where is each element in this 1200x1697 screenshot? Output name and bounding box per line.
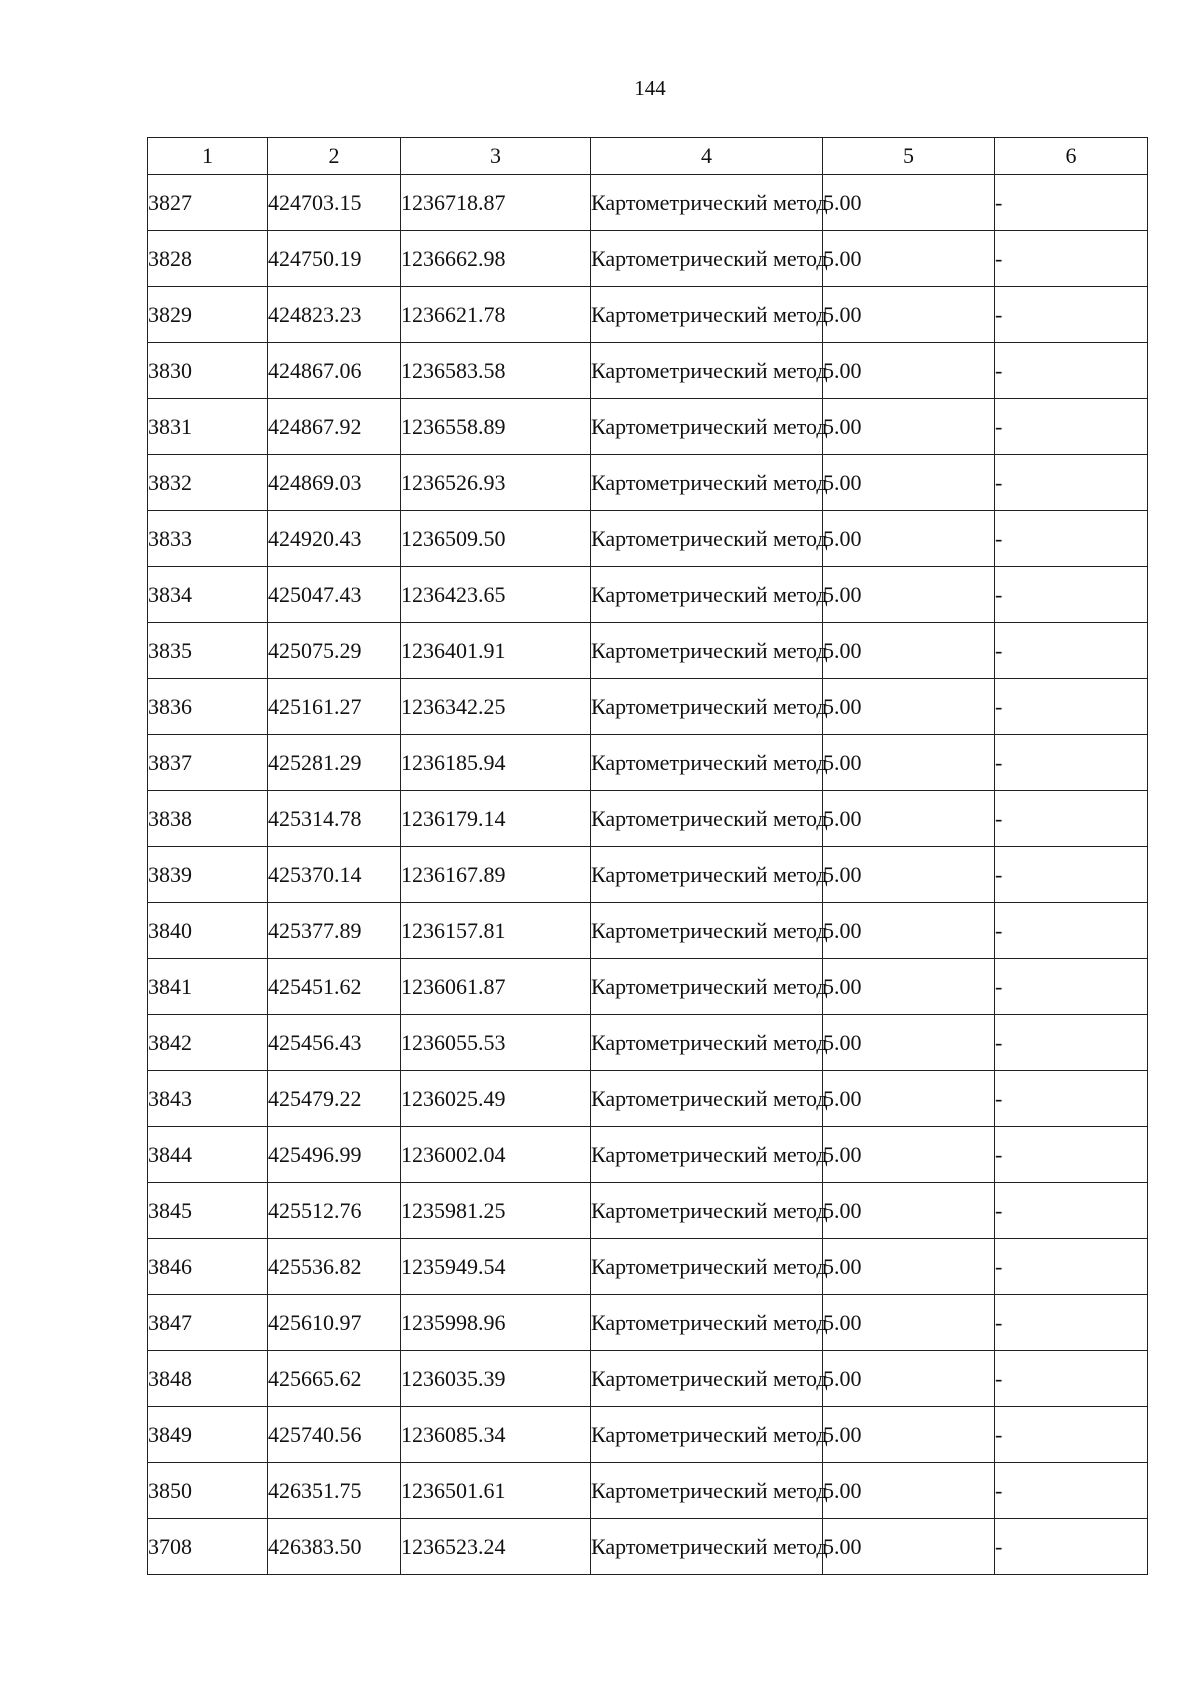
- accuracy-cell: 5.00: [823, 1463, 995, 1519]
- note-cell: -: [995, 1351, 1148, 1407]
- y-coordinate-cell: 1236621.78: [401, 287, 591, 343]
- method-cell: Картометрический метод: [591, 623, 823, 679]
- point-number-cell: 3708: [148, 1519, 268, 1575]
- column-header: 6: [995, 138, 1148, 175]
- point-number-cell: 3835: [148, 623, 268, 679]
- y-coordinate-cell: 1236662.98: [401, 231, 591, 287]
- point-number-cell: 3830: [148, 343, 268, 399]
- method-cell: Картометрический метод: [591, 959, 823, 1015]
- point-number-cell: 3841: [148, 959, 268, 1015]
- column-header: 1: [148, 138, 268, 175]
- table-row: [148, 623, 1148, 679]
- point-number-cell: 3846: [148, 1239, 268, 1295]
- table-header-row: [148, 138, 1148, 175]
- note-cell: -: [995, 1407, 1148, 1463]
- column-header: 4: [591, 138, 823, 175]
- y-coordinate-cell: 1236157.81: [401, 903, 591, 959]
- x-coordinate-cell: 425281.29: [268, 735, 401, 791]
- note-cell: -: [995, 903, 1148, 959]
- note-cell: -: [995, 791, 1148, 847]
- accuracy-cell: 5.00: [823, 175, 995, 231]
- point-number-cell: 3849: [148, 1407, 268, 1463]
- accuracy-cell: 5.00: [823, 1407, 995, 1463]
- table-row: [148, 1519, 1148, 1575]
- accuracy-cell: 5.00: [823, 959, 995, 1015]
- note-cell: -: [995, 735, 1148, 791]
- x-coordinate-cell: 425536.82: [268, 1239, 401, 1295]
- x-coordinate-cell: 425377.89: [268, 903, 401, 959]
- point-number-cell: 3837: [148, 735, 268, 791]
- note-cell: -: [995, 287, 1148, 343]
- accuracy-cell: 5.00: [823, 1519, 995, 1575]
- method-cell: Картометрический метод: [591, 1071, 823, 1127]
- accuracy-cell: 5.00: [823, 455, 995, 511]
- point-number-cell: 3845: [148, 1183, 268, 1239]
- point-number-cell: 3844: [148, 1127, 268, 1183]
- method-cell: Картометрический метод: [591, 1183, 823, 1239]
- table-row: [148, 735, 1148, 791]
- x-coordinate-cell: 425370.14: [268, 847, 401, 903]
- note-cell: -: [995, 1519, 1148, 1575]
- x-coordinate-cell: 424867.06: [268, 343, 401, 399]
- x-coordinate-cell: 425451.62: [268, 959, 401, 1015]
- y-coordinate-cell: 1236179.14: [401, 791, 591, 847]
- x-coordinate-cell: 425740.56: [268, 1407, 401, 1463]
- accuracy-cell: 5.00: [823, 903, 995, 959]
- y-coordinate-cell: 1236055.53: [401, 1015, 591, 1071]
- method-cell: Картометрический метод: [591, 231, 823, 287]
- table-row: [148, 1071, 1148, 1127]
- note-cell: -: [995, 455, 1148, 511]
- point-number-cell: 3850: [148, 1463, 268, 1519]
- accuracy-cell: 5.00: [823, 1127, 995, 1183]
- method-cell: Картометрический метод: [591, 1351, 823, 1407]
- x-coordinate-cell: 425047.43: [268, 567, 401, 623]
- table-row: [148, 455, 1148, 511]
- accuracy-cell: 5.00: [823, 567, 995, 623]
- note-cell: -: [995, 1295, 1148, 1351]
- note-cell: -: [995, 679, 1148, 735]
- y-coordinate-cell: 1236061.87: [401, 959, 591, 1015]
- y-coordinate-cell: 1235998.96: [401, 1295, 591, 1351]
- table-row: [148, 959, 1148, 1015]
- note-cell: -: [995, 1015, 1148, 1071]
- point-number-cell: 3828: [148, 231, 268, 287]
- x-coordinate-cell: 426351.75: [268, 1463, 401, 1519]
- method-cell: Картометрический метод: [591, 1295, 823, 1351]
- x-coordinate-cell: 425512.76: [268, 1183, 401, 1239]
- table-row: [148, 1127, 1148, 1183]
- y-coordinate-cell: 1236509.50: [401, 511, 591, 567]
- accuracy-cell: 5.00: [823, 343, 995, 399]
- page-number: 144: [634, 76, 666, 100]
- y-coordinate-cell: 1236501.61: [401, 1463, 591, 1519]
- point-number-cell: 3840: [148, 903, 268, 959]
- point-number-cell: 3847: [148, 1295, 268, 1351]
- point-number-cell: 3838: [148, 791, 268, 847]
- x-coordinate-cell: 425665.62: [268, 1351, 401, 1407]
- y-coordinate-cell: 1236342.25: [401, 679, 591, 735]
- note-cell: -: [995, 1463, 1148, 1519]
- method-cell: Картометрический метод: [591, 511, 823, 567]
- point-number-cell: 3842: [148, 1015, 268, 1071]
- table-row: [148, 847, 1148, 903]
- accuracy-cell: 5.00: [823, 791, 995, 847]
- note-cell: -: [995, 1127, 1148, 1183]
- method-cell: Картометрический метод: [591, 1239, 823, 1295]
- table-row: [148, 231, 1148, 287]
- method-cell: Картометрический метод: [591, 735, 823, 791]
- table-row: [148, 1351, 1148, 1407]
- table-row: [148, 1463, 1148, 1519]
- note-cell: -: [995, 847, 1148, 903]
- x-coordinate-cell: 424867.92: [268, 399, 401, 455]
- y-coordinate-cell: 1236025.49: [401, 1071, 591, 1127]
- x-coordinate-cell: 425161.27: [268, 679, 401, 735]
- method-cell: Картометрический метод: [591, 1519, 823, 1575]
- point-number-cell: 3832: [148, 455, 268, 511]
- method-cell: Картометрический метод: [591, 1015, 823, 1071]
- accuracy-cell: 5.00: [823, 1295, 995, 1351]
- table-row: [148, 511, 1148, 567]
- y-coordinate-cell: 1235981.25: [401, 1183, 591, 1239]
- note-cell: -: [995, 343, 1148, 399]
- x-coordinate-cell: 424823.23: [268, 287, 401, 343]
- accuracy-cell: 5.00: [823, 1351, 995, 1407]
- table-row: [148, 1239, 1148, 1295]
- y-coordinate-cell: 1236718.87: [401, 175, 591, 231]
- y-coordinate-cell: 1236085.34: [401, 1407, 591, 1463]
- coordinates-table: [147, 137, 1148, 1575]
- accuracy-cell: 5.00: [823, 287, 995, 343]
- x-coordinate-cell: 424920.43: [268, 511, 401, 567]
- method-cell: Картометрический метод: [591, 455, 823, 511]
- x-coordinate-cell: 425610.97: [268, 1295, 401, 1351]
- x-coordinate-cell: 425456.43: [268, 1015, 401, 1071]
- accuracy-cell: 5.00: [823, 1071, 995, 1127]
- note-cell: -: [995, 1183, 1148, 1239]
- column-header: 5: [823, 138, 995, 175]
- y-coordinate-cell: 1236401.91: [401, 623, 591, 679]
- x-coordinate-cell: 424703.15: [268, 175, 401, 231]
- x-coordinate-cell: 424869.03: [268, 455, 401, 511]
- note-cell: -: [995, 1239, 1148, 1295]
- table-row: [148, 791, 1148, 847]
- note-cell: -: [995, 231, 1148, 287]
- point-number-cell: 3831: [148, 399, 268, 455]
- table-row: [148, 1183, 1148, 1239]
- point-number-cell: 3827: [148, 175, 268, 231]
- x-coordinate-cell: 426383.50: [268, 1519, 401, 1575]
- x-coordinate-cell: 425314.78: [268, 791, 401, 847]
- table-row: [148, 175, 1148, 231]
- method-cell: Картометрический метод: [591, 175, 823, 231]
- point-number-cell: 3839: [148, 847, 268, 903]
- accuracy-cell: 5.00: [823, 1239, 995, 1295]
- method-cell: Картометрический метод: [591, 399, 823, 455]
- table-row: [148, 679, 1148, 735]
- note-cell: -: [995, 511, 1148, 567]
- y-coordinate-cell: 1236002.04: [401, 1127, 591, 1183]
- accuracy-cell: 5.00: [823, 511, 995, 567]
- y-coordinate-cell: 1236167.89: [401, 847, 591, 903]
- note-cell: -: [995, 623, 1148, 679]
- x-coordinate-cell: 425075.29: [268, 623, 401, 679]
- accuracy-cell: 5.00: [823, 1183, 995, 1239]
- x-coordinate-cell: 424750.19: [268, 231, 401, 287]
- column-header: 2: [268, 138, 401, 175]
- y-coordinate-cell: 1236526.93: [401, 455, 591, 511]
- y-coordinate-cell: 1236558.89: [401, 399, 591, 455]
- method-cell: Картометрический метод: [591, 1407, 823, 1463]
- method-cell: Картометрический метод: [591, 287, 823, 343]
- method-cell: Картометрический метод: [591, 567, 823, 623]
- note-cell: -: [995, 399, 1148, 455]
- y-coordinate-cell: 1236583.58: [401, 343, 591, 399]
- method-cell: Картометрический метод: [591, 1127, 823, 1183]
- note-cell: -: [995, 567, 1148, 623]
- x-coordinate-cell: 425496.99: [268, 1127, 401, 1183]
- point-number-cell: 3833: [148, 511, 268, 567]
- accuracy-cell: 5.00: [823, 735, 995, 791]
- x-coordinate-cell: 425479.22: [268, 1071, 401, 1127]
- accuracy-cell: 5.00: [823, 623, 995, 679]
- table-row: [148, 1015, 1148, 1071]
- y-coordinate-cell: 1236423.65: [401, 567, 591, 623]
- point-number-cell: 3836: [148, 679, 268, 735]
- point-number-cell: 3843: [148, 1071, 268, 1127]
- point-number-cell: 3848: [148, 1351, 268, 1407]
- table-row: [148, 903, 1148, 959]
- method-cell: Картометрический метод: [591, 903, 823, 959]
- accuracy-cell: 5.00: [823, 1015, 995, 1071]
- column-header: 3: [401, 138, 591, 175]
- table-row: [148, 287, 1148, 343]
- method-cell: Картометрический метод: [591, 1463, 823, 1519]
- table-row: [148, 1295, 1148, 1351]
- method-cell: Картометрический метод: [591, 847, 823, 903]
- note-cell: -: [995, 175, 1148, 231]
- method-cell: Картометрический метод: [591, 343, 823, 399]
- table-row: [148, 567, 1148, 623]
- accuracy-cell: 5.00: [823, 847, 995, 903]
- accuracy-cell: 5.00: [823, 399, 995, 455]
- method-cell: Картометрический метод: [591, 679, 823, 735]
- y-coordinate-cell: 1236185.94: [401, 735, 591, 791]
- note-cell: -: [995, 1071, 1148, 1127]
- y-coordinate-cell: 1236523.24: [401, 1519, 591, 1575]
- y-coordinate-cell: 1235949.54: [401, 1239, 591, 1295]
- accuracy-cell: 5.00: [823, 679, 995, 735]
- point-number-cell: 3834: [148, 567, 268, 623]
- note-cell: -: [995, 959, 1148, 1015]
- table-row: [148, 343, 1148, 399]
- table-row: [148, 399, 1148, 455]
- accuracy-cell: 5.00: [823, 231, 995, 287]
- method-cell: Картометрический метод: [591, 791, 823, 847]
- point-number-cell: 3829: [148, 287, 268, 343]
- y-coordinate-cell: 1236035.39: [401, 1351, 591, 1407]
- table-row: [148, 1407, 1148, 1463]
